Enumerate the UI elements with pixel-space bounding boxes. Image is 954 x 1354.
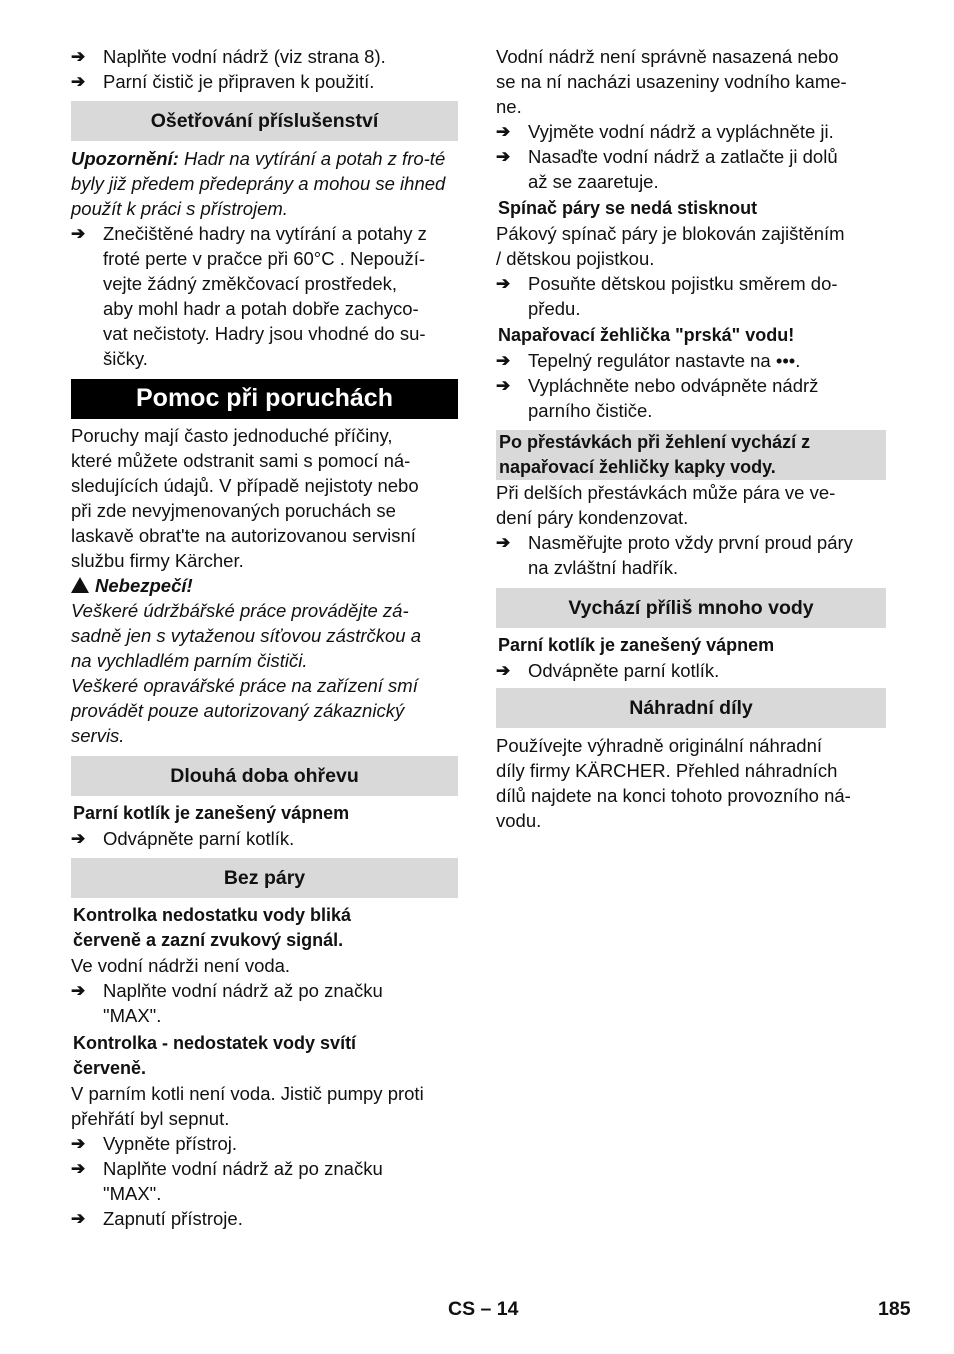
arrow-right-icon: ➔ <box>71 1134 86 1153</box>
paragraph: Ve vodní nádrži není voda. <box>71 955 291 976</box>
list-item: ➔ Odvápněte parní kotlík. <box>496 660 720 681</box>
list-item: ➔ Zapnutí přístroje. <box>71 1208 243 1229</box>
list-item: ➔ Naplňte vodní nádrž (viz strana 8). <box>71 46 386 67</box>
subheading: Parní kotlík je zanešený vápnem <box>498 635 775 655</box>
page-number: 185 <box>878 1298 911 1320</box>
footer-section-label: CS – 14 <box>448 1298 519 1320</box>
list-item: ➔ Nasaďte vodní nádrž a zatlačte ji dolů až se zaaretuje. <box>496 146 838 192</box>
page-title: Pomoc při poruchách <box>71 379 458 419</box>
note-text: Hadr na vytírání a potah z fro-té byly již předem předeprány a mohou se ihned použít k práci s přístrojem. <box>71 148 446 219</box>
list-item: ➔ Nasměřujte proto vždy první proud páry na zvláštní hadřík. <box>496 532 853 578</box>
list-item: ➔ Vyjměte vodní nádrž a vypláchněte ji. <box>496 121 834 142</box>
arrow-right-icon: ➔ <box>71 47 86 66</box>
list-item: ➔ Vypláchněte nebo odvápněte nádrž parního čističe. <box>496 375 819 421</box>
paragraph: Pákový spínač páry je blokován zajištěním / dětskou pojistkou. <box>496 223 845 269</box>
list-item: ➔ Odvápněte parní kotlík. <box>71 828 295 849</box>
paragraph: Používejte výhradně originální náhradní díly firmy KÄRCHER. Přehled náhradních dílů najdete na konci tohoto provozního ná- vodu. <box>496 735 851 831</box>
intro-paragraph: Poruchy mají často jednoduché příčiny, které můžete odstranit sami s pomocí ná- sledujících údajů. V případě nejistoty nebo při zde nevyjmenovaných poruchách se laskavě obrat'te na autorizovanou servisní službu firmy Kärcher. <box>71 425 419 571</box>
note-label: Upozornění: <box>71 148 179 169</box>
subheading: Spínač páry se nedá stisknout <box>498 198 758 218</box>
note-paragraph <box>71 146 458 221</box>
section-heading-nosteam: Bez páry <box>71 858 458 898</box>
subheading: Parní kotlík je zanešený vápnem <box>73 803 350 823</box>
arrow-right-icon: ➔ <box>496 122 511 141</box>
section-heading-heat: Dlouhá doba ohřevu <box>71 756 458 796</box>
arrow-right-icon: ➔ <box>71 981 86 1000</box>
arrow-right-icon: ➔ <box>71 1159 86 1178</box>
paragraph: Při delších přestávkách může pára ve ve- dení páry kondenzovat. <box>496 482 836 528</box>
list-item: ➔ Posuňte dětskou pojistku směrem do- předu. <box>496 273 838 319</box>
left-column <box>71 44 458 1231</box>
list-item: ➔ Tepelný regulátor nastavte na •••. <box>496 350 801 371</box>
section-heading-accessories: Ošetřování příslušenství <box>71 101 458 141</box>
arrow-right-icon: ➔ <box>496 274 511 293</box>
arrow-right-icon: ➔ <box>496 533 511 552</box>
subheading: Kontrolka nedostatku vody bliká červeně a zazní zvukový signál. <box>73 905 352 950</box>
arrow-right-icon: ➔ <box>71 1209 86 1228</box>
arrow-right-icon: ➔ <box>496 376 511 395</box>
section-heading-parts: Náhradní díly <box>496 688 886 728</box>
list-item: ➔ Znečištěné hadry na vytírání a potahy z froté perte v pračce při 60°C . Nepouží- vejte žádný změkčovací prostředek, aby mohl hadr a potah dobře zachyco- vat nečistoty. Hadry jsou vhodné do su- šičky. <box>71 223 427 369</box>
arrow-right-icon: ➔ <box>71 72 86 91</box>
list-item: ➔ Vypněte přístroj. <box>71 1133 238 1154</box>
list-item: ➔ Parní čistič je připraven k použití. <box>71 71 375 92</box>
danger-text: Veškeré údržbářské práce provádějte zá- sadně jen s vytaženou síťovou zástrčkou a na vychladlém parním čističi. Veškeré opravářské práce na zařízení smí provádět pouze autorizovaný zákaznický servis. <box>71 600 422 746</box>
arrow-right-icon: ➔ <box>496 147 511 166</box>
paragraph: V parním kotli není voda. Jistič pumpy proti přehřátí byl sepnut. <box>71 1083 424 1129</box>
section-heading-toomuch: Vychází příliš mnoho vody <box>496 588 886 628</box>
arrow-right-icon: ➔ <box>71 829 86 848</box>
warning-triangle-icon <box>71 577 89 593</box>
paragraph: Vodní nádrž není správně nasazená nebo se na ní nacházi usazeniny vodního kame- ne. <box>496 46 847 117</box>
subheading: Napařovací žehlička "prská" vodu! <box>498 325 795 345</box>
section-heading-drops: Po přestávkách při žehlení vychází z napařovací žehličky kapky vody. <box>496 430 886 480</box>
arrow-right-icon: ➔ <box>496 661 511 680</box>
arrow-right-icon: ➔ <box>496 351 511 370</box>
danger-heading: Nebezpečí! <box>71 573 458 598</box>
right-column <box>496 44 886 833</box>
list-item: ➔ Naplňte vodní nádrž až po značku "MAX". <box>71 1158 383 1204</box>
subheading: Kontrolka - nedostatek vody svítí červeně. <box>73 1033 357 1078</box>
list-item: ➔ Naplňte vodní nádrž až po značku "MAX". <box>71 980 383 1026</box>
arrow-right-icon: ➔ <box>71 224 86 243</box>
